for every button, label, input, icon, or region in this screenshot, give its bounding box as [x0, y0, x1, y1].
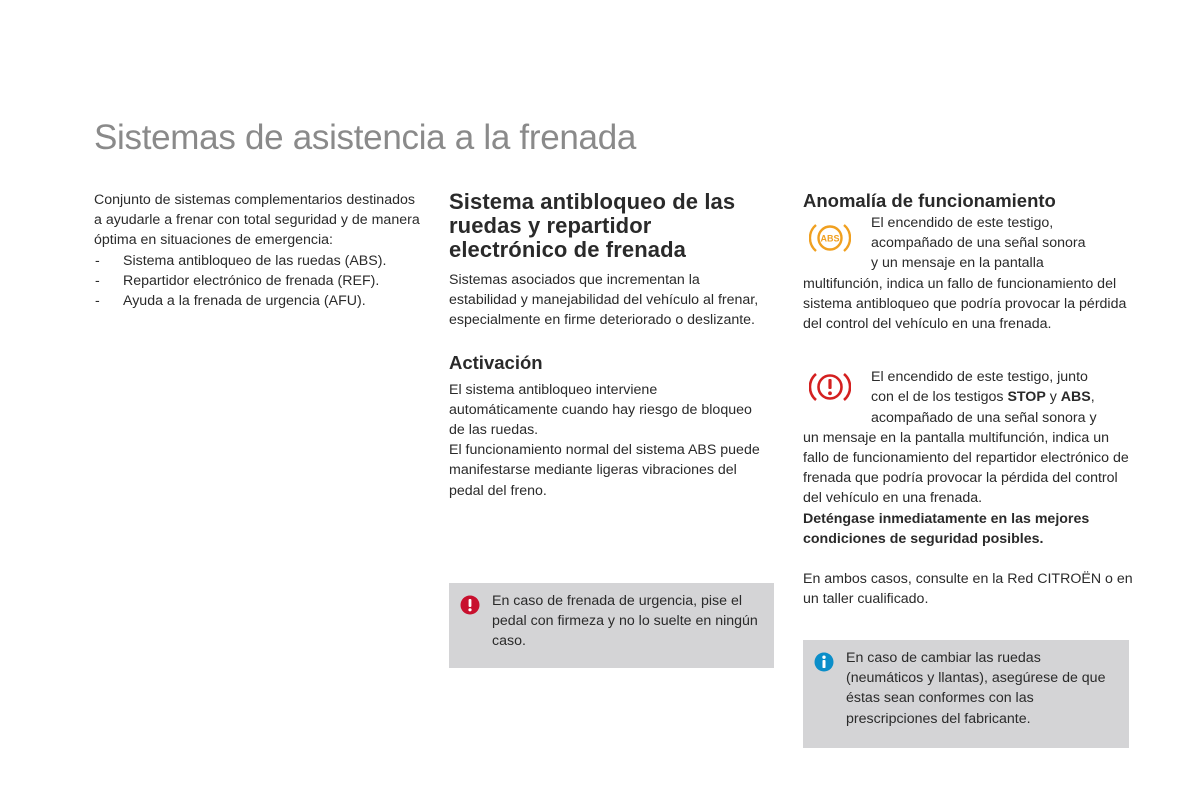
list-item: - Sistema antibloqueo de las ruedas (ABS).: [94, 251, 424, 271]
brake-warning-line3: acompañado de una señal sonora y: [871, 409, 1097, 426]
list-item: - Repartidor electrónico de frenada (REF).: [94, 271, 424, 291]
page-title: Sistemas de asistencia a la frenada: [94, 118, 637, 157]
intro-column: [94, 190, 424, 311]
wheel-change-info: [803, 640, 1129, 748]
svg-text:ABS: ABS: [820, 233, 840, 244]
brake-warning-icon: [809, 368, 851, 412]
systems-list: [94, 251, 424, 312]
brake-warning-line1: El encendido de este testigo, junto: [871, 369, 1088, 386]
abs-heading: Sistema antibloqueo de las ruedas y repartidor electrónico de frenada: [449, 189, 736, 262]
conclusion-text: En ambos casos, consulte en la Red CITROËN o en un taller cualificado.: [803, 571, 1133, 608]
activation-heading: Activación: [449, 351, 543, 373]
brake-warning-block: [803, 367, 1133, 428]
brake-warning-line2: con el de los testigos STOP y ABS,: [871, 389, 1095, 406]
abs-column: [449, 190, 769, 501]
info-text: En caso de cambiar las ruedas (neumáticos y llantas), asegúrese de que éstas sean conformes con las prescripciones del fabricante.: [846, 650, 1106, 727]
malfunction-column: [803, 190, 1133, 609]
activation-text-1: El sistema antibloqueo interviene automáticamente cuando hay riesgo de bloqueo de las ruedas.: [449, 381, 752, 439]
intro-text: Conjunto de sistemas complementarios destinados a ayudarle a frenar con total seguridad y de manera óptima en situaciones de emergencia:: [94, 192, 420, 249]
abs-warning-line3: y un mensaje en la pantalla: [871, 255, 1044, 272]
exclamation-icon: [460, 595, 480, 621]
activation-text-2: El funcionamiento normal del sistema ABS puede manifestarse mediante ligeras vibraciones del pedal del freno.: [449, 442, 760, 499]
list-item: - Ayuda a la frenada de urgencia (AFU).: [94, 291, 424, 311]
abs-description: Sistemas asociados que incrementan la estabilidad y manejabilidad del vehículo al frenar, especialmente en firme deteriorado o deslizante.: [449, 272, 759, 329]
abs-warning-line1: El encendido de este testigo,: [871, 215, 1054, 231]
info-icon: [814, 652, 834, 678]
abs-label: ABS: [1060, 389, 1091, 406]
malfunction-heading: Anomalía de funcionamiento: [803, 190, 1056, 211]
stop-label: STOP: [1007, 389, 1046, 406]
stop-advice: Deténgase inmediatamente en las mejores condiciones de seguridad posibles.: [803, 510, 1090, 547]
brake-warning-text: un mensaje en la pantalla multifunción, indica un fallo de funcionamiento del repartidor electrónico de frenada que podría provocar la pérdida del control del vehículo en una frenada.: [803, 429, 1129, 507]
abs-warning-icon: [809, 219, 851, 263]
abs-warning-text: multifunción, indica un fallo de funcionamiento del sistema antibloqueo que podría provocar la pérdida del control del vehículo en una frenada.: [803, 275, 1127, 333]
abs-warning-line2: acompañado de una señal sonora: [871, 235, 1086, 252]
urgent-braking-note: [449, 583, 774, 668]
abs-warning-block: [803, 213, 1133, 274]
note-text: En caso de frenada de urgencia, pise el pedal con firmeza y no lo suelte en ningún caso.: [492, 593, 758, 650]
